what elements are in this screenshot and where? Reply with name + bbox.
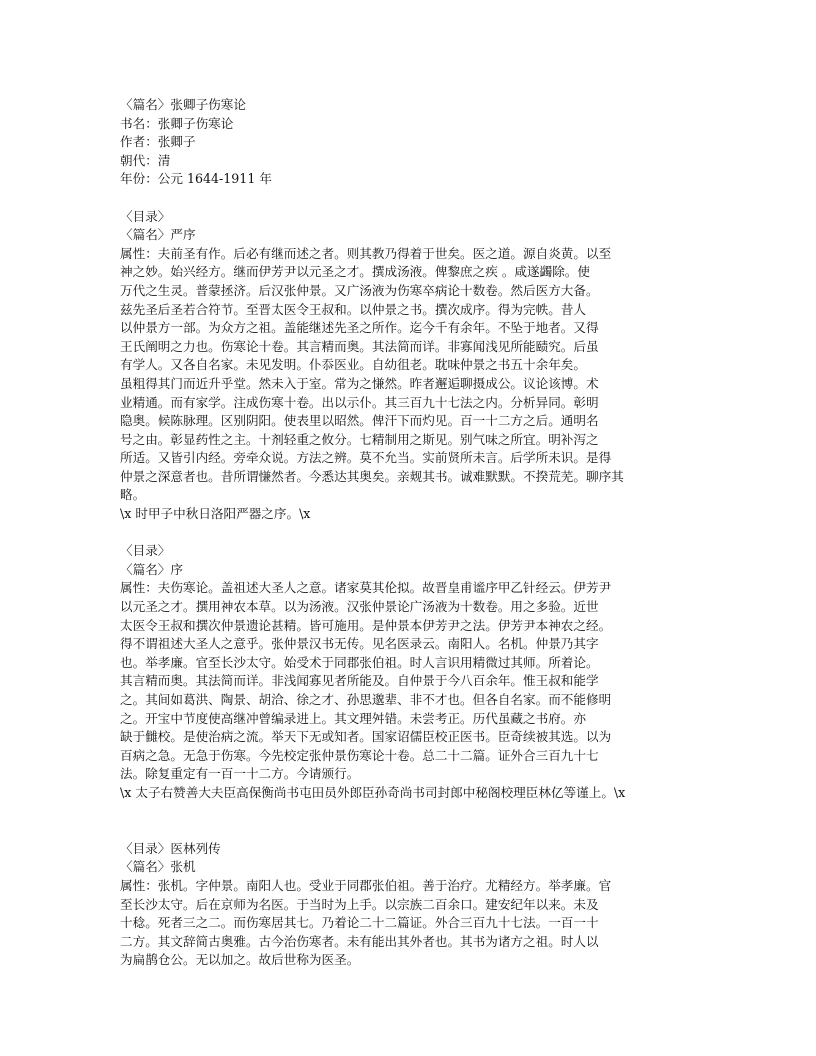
text-line: 兹先圣后圣若合符节。至晋太医令王叔和。以仲景之书。撰次成序。得为完帙。昔人 (120, 301, 586, 317)
text-line: 十稔。死者三之二。而伤寒居其七。乃着论二十二篇证。外合三百九十七法。一百一十 (120, 915, 599, 931)
text-line: 之。其间如葛洪、陶景、胡洽、徐之才、孙思邈辈、非不才也。但各自名家。而不能修明 (120, 692, 612, 707)
text-line: 二方。其文辞简古奥雅。古今治伤寒者。未有能出其外者也。其书为诸方之祖。时人以 (120, 933, 599, 949)
text-line: 号之由。彰显药性之主。十剂轻重之攸分。七精制用之斯见。别气味之所宜。明补泻之 (120, 431, 599, 447)
text-line: 〈篇名〉严序 (120, 227, 196, 243)
text-line: 属性：张机。字仲景。南阳人也。受业于同郡张伯祖。善于治疗。尤精经方。举孝廉。官 (120, 877, 612, 893)
text-line: 以仲景方一部。为众方之祖。盖能继述先圣之所作。迄今千有余年。不坠于地者。又得 (120, 320, 599, 336)
blank-line (120, 524, 700, 543)
text-line: 业精通。而有家学。注成伤寒十卷。出以示仆。其三百九十七法之内。分析异同。彰明 (120, 394, 599, 410)
text-line: \x 太子右赞善大夫臣高保衡尚书屯田员外郎臣孙奇尚书司封郎中秘阁校理臣林亿等谨上。\x (120, 784, 626, 800)
text-line: 缺于雠校。是使治病之流。举天下无或知者。国家诏儒臣校正医书。臣奇续被其选。以为 (120, 729, 612, 745)
text-line: 所适。又皆引内经。旁牵众说。方法之辨。莫不允当。实前贤所未言。后学所未识。是得 (120, 450, 612, 466)
text-line: 法。除复重定有一百一十二方。今请颁行。 (120, 766, 360, 782)
section-preface (120, 542, 700, 821)
section-preface-yan (120, 208, 700, 524)
header-line: 年份：公元 1644-1911 年 (120, 171, 272, 187)
header-line: 〈篇名〉张卿子伤寒论 (120, 97, 246, 112)
text-line: 〈篇名〉张机 (120, 859, 196, 875)
header-line: 作者：张卿子 (120, 134, 196, 150)
text-line: \x 时甲子中秋日洛阳严器之序。\x (120, 506, 311, 522)
blank-line (120, 189, 700, 208)
blank-line (120, 821, 700, 840)
text-line: 虽粗得其门而近升乎堂。然未入于室。常为之慊然。昨者邂逅聊摄成公。议论该博。术 (120, 375, 599, 391)
text-line: 略。 (120, 487, 146, 503)
header-line: 朝代：清 (120, 152, 171, 168)
text-line: 神之妙。始兴经方。继而伊芳尹以元圣之才。撰成汤液。俾黎庶之疾 。咸遂蠲除。使 (120, 264, 590, 280)
text-line: 〈目录〉 (120, 208, 171, 224)
text-line: 〈篇名〉序 (120, 561, 183, 577)
text-line: 属性：夫前圣有作。后必有继而述之者。则其教乃得着于世矣。医之道。源自炎黄。以至 (120, 245, 612, 261)
text-line: 仲景之深意者也。昔所谓慊然者。今悉达其奥矣。亲觌其书。诚难默默。不揆荒芜。聊序其 (120, 468, 624, 484)
text-line: 隐奥。候陈脉理。区别阴阳。使表里以昭然。俾汗下而灼见。百一十二方之后。通明名 (120, 413, 599, 429)
text-line: 得不谓祖述大圣人之意乎。张仲景汉书无传。见名医录云。南阳人。名机。仲景乃其字 (120, 636, 599, 652)
text-line (120, 803, 700, 822)
header-line: 书名：张卿子伤寒论 (120, 115, 234, 131)
text-line: 〈目录〉 (120, 543, 171, 559)
text-line: 〈目录〉医林列传 (120, 840, 221, 856)
text-line: 属性：夫伤寒论。盖祖述大圣人之意。诸家莫其伦拟。故晋皇甫谧序甲乙针经云。伊芳尹 (120, 580, 612, 596)
text-line: 以元圣之才。撰用神农本草。以为汤液。汉张仲景论广汤液为十数卷。用之多验。近世 (120, 599, 599, 615)
header-block (120, 96, 700, 189)
text-line: 太医令王叔和撰次仲景遗论甚精。皆可施用。是仲景本伊芳尹之法。伊芳尹本神农之经。 (120, 617, 612, 633)
text-line: 至长沙太守。后在京师为名医。于当时为上手。以宗族二百余口。建安纪年以来。未及 (120, 896, 599, 912)
text-line: 之。开宝中节度使高继冲曾编录进上。其文理舛错。未尝考正。历代虽藏之书府。亦 (120, 710, 586, 726)
text-line: 为扁鹊仓公。无以加之。故后世称为医圣。 (120, 952, 360, 968)
section-biography (120, 840, 700, 970)
text-line: 王氏阐明之力也。伤寒论十卷。其言精而奥。其法简而详。非寡闻浅见所能赜究。后虽 (120, 338, 599, 354)
text-line: 万代之生灵。普蒙拯济。后汉张仲景。又广汤液为伤寒卒病论十数卷。然后医方大备。 (120, 282, 599, 298)
document-page (120, 96, 700, 970)
text-line: 也。举孝廉。官至长沙太守。始受术于同郡张伯祖。时人言识用精微过其师。所着论。 (120, 654, 599, 670)
text-line: 百病之急。无急于伤寒。今先校定张仲景伤寒论十卷。总二十二篇。证外合三百九十七 (120, 747, 599, 763)
text-line: 其言精而奥。其法简而详。非浅闻寡见者所能及。自仲景于今八百余年。惟王叔和能学 (120, 673, 599, 689)
text-line: 有学人。又各自名家。未见发明。仆忝医业。自幼徂老。耽味仲景之书五十余年矣。 (120, 357, 586, 373)
